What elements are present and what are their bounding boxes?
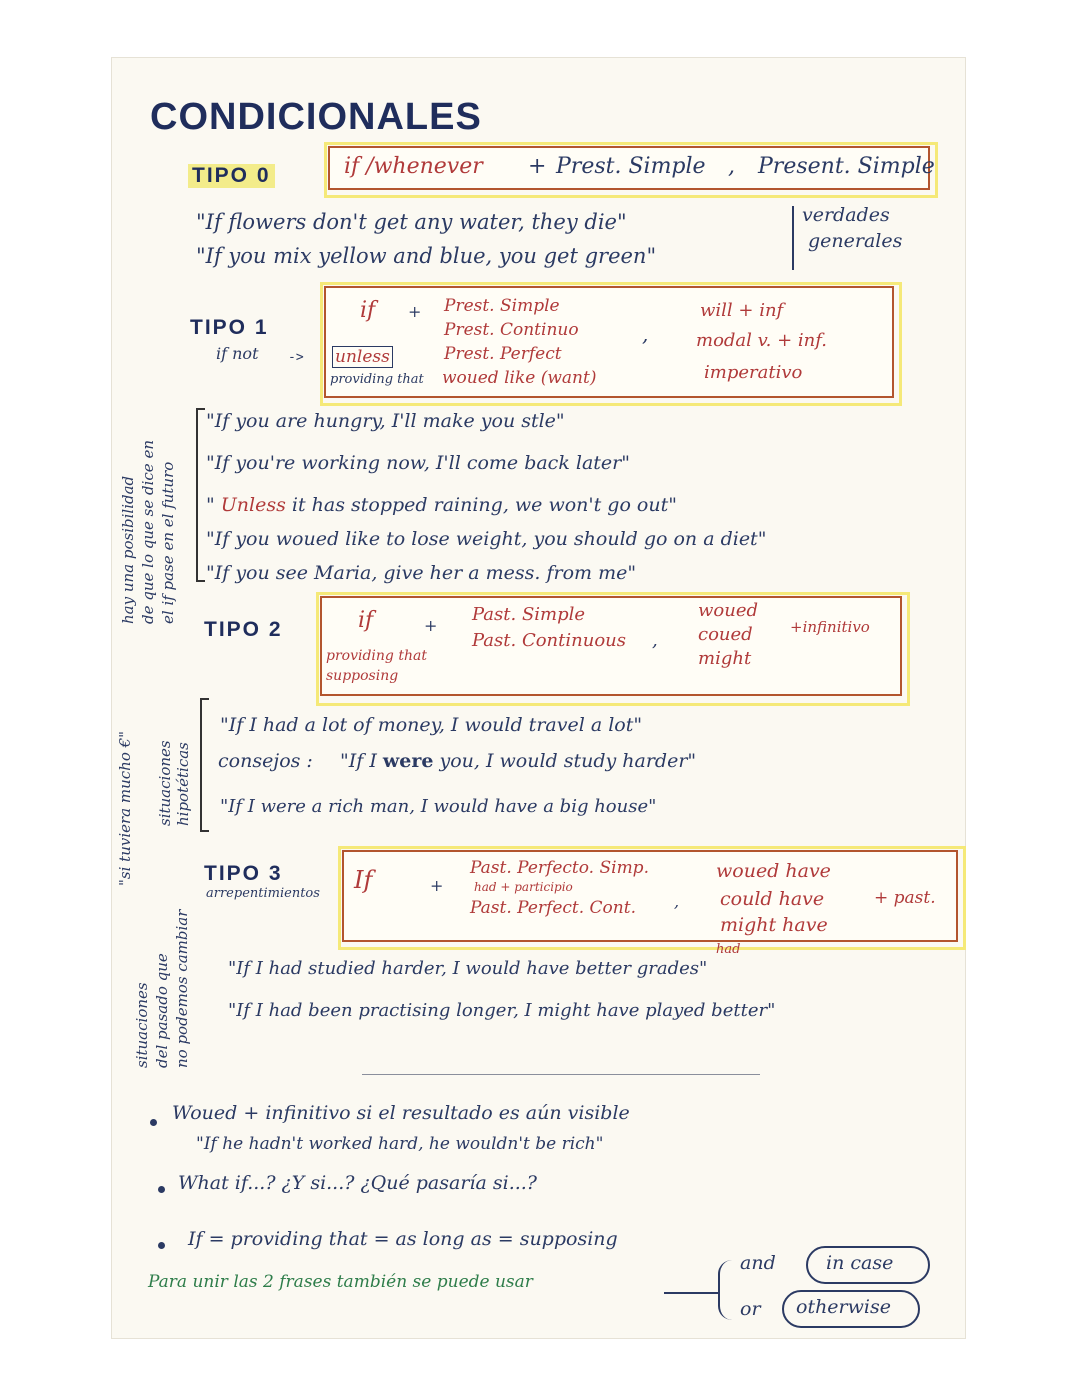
tipo0-tense: Prest. Simple (556, 154, 706, 179)
note4-connector-brace (718, 1260, 736, 1320)
note2-text: What if...? ¿Y si...? ¿Qué pasaría si...? (178, 1172, 537, 1194)
notebook-page (112, 58, 965, 1338)
tipo1-formula-box (324, 286, 894, 398)
tipo1-result1: will + inf (700, 300, 784, 321)
connector-otherwise: otherwise (796, 1296, 891, 1318)
tipo3-side-note-line1: situaciones (133, 982, 151, 1068)
tipo1-result3: imperativo (704, 362, 803, 383)
tipo3-result-plus: + past. (874, 888, 936, 908)
note2-bullet (158, 1186, 165, 1193)
tipo0-if: if /whenever (344, 154, 483, 179)
tipo0-label: TIPO 0 (188, 164, 275, 188)
tipo1-tense1: Prest. Simple (444, 296, 560, 316)
tipo2-plus: + (424, 616, 438, 635)
tipo1-comma: , (642, 322, 649, 346)
tipo1-arrow: -> (288, 350, 304, 365)
tipo2-comma: , (652, 630, 658, 651)
tipo3-comma: , (674, 892, 680, 911)
tipo2-example-3: "If I were a rich man, I would have a big house" (220, 796, 657, 817)
tipo0-note-line2: generales (808, 230, 903, 252)
tipo2-example-1: "If I had a lot of money, I would travel a lot" (220, 714, 643, 736)
tipo0-plus: + (528, 154, 547, 179)
page-title: CONDICIONALES (150, 96, 482, 138)
tipo2-tense2: Past. Continuous (472, 630, 626, 651)
tipo2-tense1: Past. Simple (472, 604, 586, 625)
note3-text: If = providing that = as long as = supposing (188, 1228, 618, 1250)
tipo2-result2: coued (698, 624, 753, 645)
tipo1-tense2: Prest. Continuo (444, 320, 579, 340)
tipo3-result3: might have (720, 914, 828, 936)
tipo1-unless: unless (332, 346, 393, 368)
tipo0-note-line1: verdades (802, 204, 890, 226)
tipo2-example-2 (340, 750, 696, 772)
tipo2-examples-bracket (200, 698, 209, 832)
tipo2-if: if (358, 608, 374, 633)
tipo2-result1: woued (698, 600, 759, 621)
tipo3-formula-box (342, 850, 958, 942)
connector-or: or (740, 1298, 761, 1320)
tipo3-side-note-line3: no podemos cambiar (173, 909, 191, 1068)
tipo2-formula-box (320, 596, 902, 696)
connector-otherwise-oval (782, 1290, 920, 1328)
note1-example: "If he hadn't worked hard, he wouldn't be rich" (196, 1134, 604, 1154)
tipo0-note-bracket (786, 206, 794, 270)
tipo3-label: TIPO 3 (204, 862, 283, 885)
tipo3-plus: + (430, 876, 444, 895)
section-divider (362, 1074, 760, 1075)
tipo3-result2: could have (720, 888, 825, 910)
tipo2-side-note-1: "si tuviera mucho €" (116, 730, 134, 886)
tipo1-if: if (360, 298, 376, 323)
tipo0-formula-box (328, 146, 935, 190)
tipo3-result1: woued have (716, 860, 831, 882)
tipo2-side-note-2 (156, 740, 192, 826)
tipo1-side-note (118, 440, 178, 624)
tipo2-consejos-label: consejos : (218, 750, 313, 772)
tipo3-side-note (132, 910, 192, 1068)
note1-bullet (150, 1119, 157, 1126)
note1-text: Woued + infinitivo si el resultado es aún visible (172, 1102, 630, 1124)
tipo2-example-2-were: were (382, 750, 434, 772)
tipo1-side-note-line2: de que lo que se dice en (139, 440, 157, 624)
connector-in-case: in case (826, 1252, 894, 1274)
tipo3-tense1: Past. Perfecto. Simp. (470, 858, 649, 878)
tipo1-example-2: "If you're working now, I'll come back later" (206, 452, 630, 474)
tipo3-tense2: Past. Perfect. Cont. (470, 898, 636, 918)
tipo2-result3: might (698, 648, 752, 669)
connector-and: and (740, 1252, 776, 1274)
tipo3-sub-note: arrepentimientos (206, 886, 320, 901)
tipo0-example-1: "If flowers don't get any water, they die" (196, 210, 627, 234)
tipo1-example-5: "If you see Maria, give her a mess. from me" (206, 562, 637, 584)
tipo2-side-note-line3: hipotéticas (174, 742, 192, 826)
tipo3-side-note-line2: del pasado que (153, 953, 171, 1068)
tipo3-example-1: "If I had studied harder, I would have better grades" (228, 958, 708, 979)
tipo0-result: Present. Simple (758, 154, 935, 179)
tipo1-tense3: Prest. Perfect (444, 344, 562, 364)
note3-bullet (158, 1242, 165, 1249)
tipo1-example-3-quote: " (206, 494, 215, 516)
tipo2-example-2-start: "If I (340, 750, 377, 772)
tipo1-plus: + (408, 302, 422, 321)
tipo1-example-3-unless: Unless (220, 494, 286, 516)
tipo2-label: TIPO 2 (204, 618, 283, 641)
tipo1-side-note-line3: el if pase en el futuro (159, 461, 177, 624)
tipo3-example-1-insert: had (716, 942, 741, 957)
note4-text: Para unir las 2 frases también se puede usar (148, 1272, 533, 1292)
tipo2-example-2-rest: you, I would study harder" (439, 750, 697, 772)
tipo1-providing: providing that (330, 372, 424, 387)
tipo1-side-note-line1: hay una posibilidad (119, 475, 137, 624)
tipo1-examples-bracket (196, 408, 205, 582)
tipo1-example-4: "If you woued like to lose weight, you should go on a diet" (206, 528, 767, 550)
note4-connector-line (664, 1292, 720, 1294)
connector-in-case-oval (806, 1246, 930, 1284)
tipo2-result-plus: +infinitivo (790, 618, 870, 636)
tipo1-example-1: "If you are hungry, I'll make you stle" (206, 410, 565, 432)
tipo1-example-3 (206, 494, 677, 516)
tipo1-result2: modal v. + inf. (696, 330, 828, 351)
tipo1-example-3-rest: it has stopped raining, we won't go out" (291, 494, 677, 516)
tipo0-comma: , (728, 154, 735, 179)
tipo3-if: If (354, 866, 373, 894)
tipo2-providing: providing that (326, 648, 427, 664)
tipo1-if-not: if not (216, 344, 259, 363)
tipo0-example-2: "If you mix yellow and blue, you get green" (196, 244, 657, 268)
tipo2-side-note-line2: situaciones (156, 740, 174, 826)
tipo3-tense1-sub: had + participio (474, 880, 573, 894)
tipo2-supposing: supposing (326, 668, 399, 684)
tipo1-label: TIPO 1 (190, 316, 269, 339)
tipo3-example-2: "If I had been practising longer, I might have played better" (228, 1000, 776, 1021)
tipo1-woued-like: woued like (want) (442, 368, 597, 388)
